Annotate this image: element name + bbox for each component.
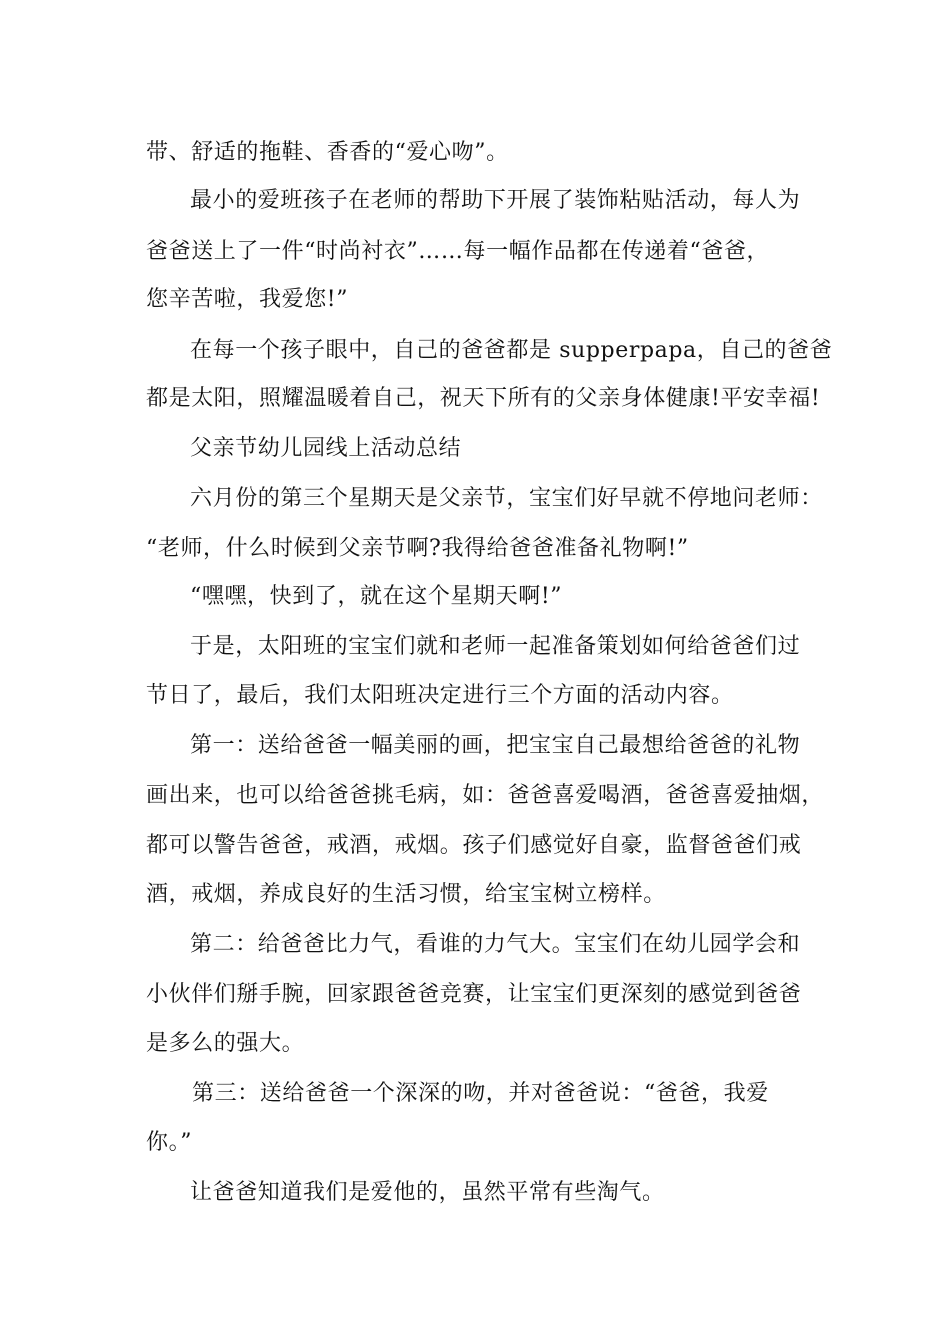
text-line: 第二：给爸爸比力气，看谁的力气大。宝宝们在幼儿园学会和 (190, 932, 801, 957)
text-line: 第三：送给爸爸一个深深的吻，并对爸爸说：“爸爸，我爱 (192, 1081, 769, 1106)
text-line: 都可以警告爸爸，戒酒，戒烟。孩子们感觉好自豪，监督爸爸们戒 (146, 833, 802, 858)
text-line: “嘿嘿，快到了，就在这个星期天啊!” (190, 584, 563, 609)
text-line: “老师，什么时候到父亲节啊?我得给爸爸准备礼物啊!” (146, 536, 689, 561)
text-line: 画出来，也可以给爸爸挑毛病，如：爸爸喜爱喝酒，爸爸喜爱抽烟， (146, 783, 825, 808)
text-line: 酒，戒烟，养成良好的生活习惯，给宝宝树立榜样。 (146, 882, 666, 907)
text-line: 六月份的第三个星期天是父亲节，宝宝们好早就不停地问老师： (190, 486, 823, 511)
text-line: 第一：送给爸爸一幅美丽的画，把宝宝自己最想给爸爸的礼物 (190, 733, 801, 758)
text-line: 爸爸送上了一件“时尚衬衣”……每一幅作品都在传递着“爸爸， (146, 239, 770, 264)
text-line: 都是太阳，照耀温暖着自己，祝天下所有的父亲身体健康!平安幸福! (146, 386, 821, 411)
text-line: 小伙伴们掰手腕，回家跟爸爸竞赛，让宝宝们更深刻的感觉到爸爸 (146, 982, 802, 1007)
text-line: 让爸爸知道我们是爱他的，虽然平常有些淘气。 (190, 1180, 665, 1205)
text-line: 你。” (146, 1130, 193, 1155)
text-line: 是多么的强大。 (146, 1031, 305, 1056)
text-line: 于是，太阳班的宝宝们就和老师一起准备策划如何给爸爸们过 (190, 634, 801, 659)
text-line: 最小的爱班孩子在老师的帮助下开展了装饰粘贴活动，每人为 (190, 188, 801, 213)
section-heading: 父亲节幼儿园线上活动总结 (190, 436, 462, 461)
text-line: 节日了，最后，我们太阳班决定进行三个方面的活动内容。 (146, 683, 734, 708)
text-line: 您辛苦啦，我爱您!” (146, 287, 349, 312)
text-line: 带、舒适的拖鞋、香香的“爱心吻”。 (146, 140, 509, 165)
text-line: 在每一个孩子眼中，自己的爸爸都是 supperpapa，自己的爸爸 (190, 338, 833, 363)
